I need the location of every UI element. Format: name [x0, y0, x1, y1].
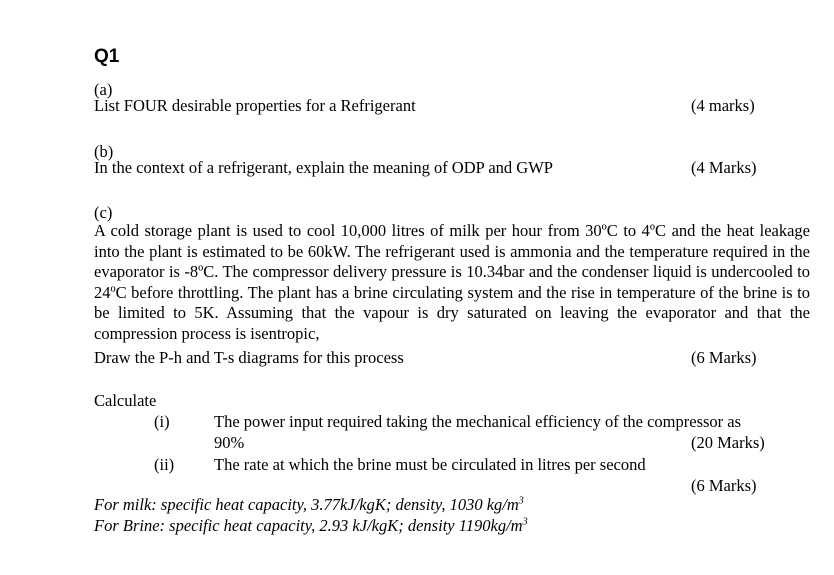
- calc-item-ii-text: The rate at which the brine must be circulated in litres per second: [214, 455, 646, 474]
- milk-properties: [94, 495, 524, 515]
- brine-density-exponent: 3: [522, 516, 528, 528]
- part-c-paragraph: A cold storage plant is used to cool 10,000 litres of milk per hour from 30ºC to 4ºC and the heat leakage into the plant is estimated to be 60kW. The refrigerant used is ammonia and the temperature required in the evaporator is -8ºC. The compressor delivery pressure is 10.34bar and the condenser liquid is undercooled to 24ºC before throttling. The plant has a brine circulating system and the rise in temperature of the brine is to be limited to 5K. Assuming that the vapour is dry saturated on leaving the evaporator and that the compression process is isentropic,: [94, 221, 810, 343]
- part-a-text: List FOUR desirable properties for a Refrigerant: [94, 96, 416, 115]
- part-a-marks: (4 marks): [691, 96, 755, 115]
- calc-item-i-marks: (20 Marks): [691, 433, 765, 452]
- part-b-label: (b): [94, 142, 114, 161]
- brine-properties: [94, 516, 528, 536]
- part-b-text: In the context of a refrigerant, explain the meaning of ODP and GWP: [94, 158, 553, 177]
- calc-item-i-text-cont: 90%: [214, 433, 245, 452]
- question-number: Q1: [94, 46, 120, 67]
- milk-properties-text: For milk: specific heat capacity, 3.77kJ/kgK; density, 1030 kg/m: [94, 495, 519, 514]
- part-c-marks: (6 Marks): [691, 348, 757, 367]
- milk-density-exponent: 3: [518, 495, 524, 507]
- calc-item-i-number: (i): [154, 412, 170, 431]
- part-a-label: (a): [94, 80, 113, 99]
- calc-item-ii-number: (ii): [154, 455, 175, 474]
- calc-item-i-text: The power input required taking the mechanical efficiency of the compressor as: [214, 412, 742, 431]
- calculate-label: Calculate: [94, 391, 157, 410]
- calc-item-ii-marks: (6 Marks): [691, 476, 757, 495]
- brine-properties-text: For Brine: specific heat capacity, 2.93 kJ/kgK; density 1190kg/m: [94, 516, 523, 535]
- part-c-label: (c): [94, 203, 113, 222]
- part-c-draw-instruction: Draw the P-h and T-s diagrams for this process: [94, 348, 404, 367]
- part-b-marks: (4 Marks): [691, 158, 757, 177]
